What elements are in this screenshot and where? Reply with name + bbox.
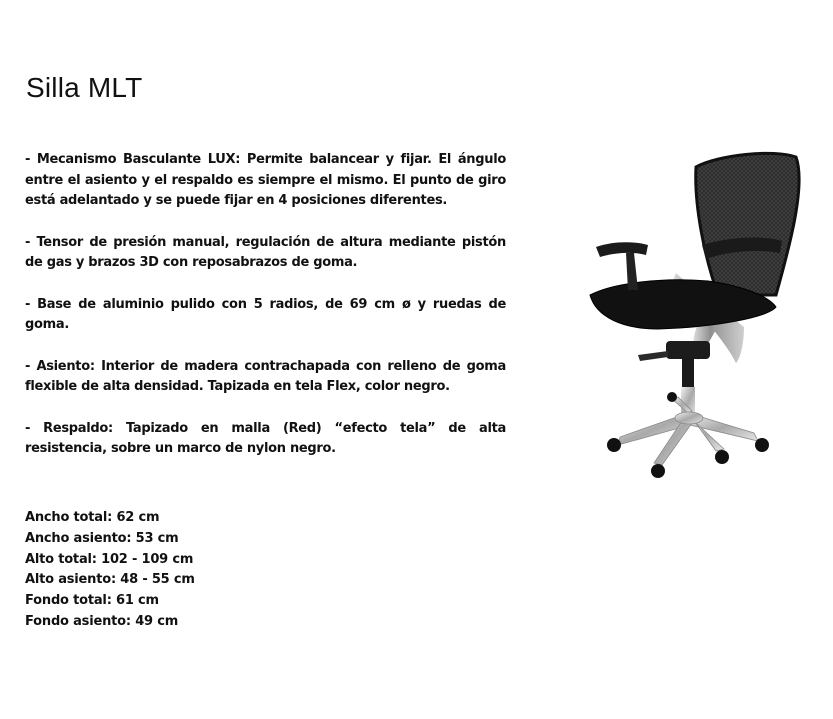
feature-seat: - Asiento: Interior de madera contrachapada con relleno de goma flexible de alta densidad. Tapizada en tela Flex, color negro. xyxy=(25,358,506,394)
feature-list xyxy=(25,150,506,481)
chair-image xyxy=(568,145,824,520)
feature-base: - Base de aluminio pulido con 5 radios, de 69 cm ø y ruedas de goma. xyxy=(25,296,506,332)
feature-mechanism: - Mecanismo Basculante LUX: Permite balancear y fijar. El ángulo entre el asiento y el respaldo es siempre el mismo. El punto de giro está adelantado y se puede fijar en 4 posiciones diferentes. xyxy=(25,152,506,208)
base-star xyxy=(618,397,758,465)
spec-total-width: Ancho total: 62 cm xyxy=(25,510,160,525)
mechanism xyxy=(666,341,710,359)
spec-seat-width: Ancho asiento: 53 cm xyxy=(25,530,179,546)
page-title: Silla MLT xyxy=(26,72,143,103)
spec-seat-depth: Fondo asiento: 49 cm xyxy=(25,613,179,629)
backrest xyxy=(696,153,799,295)
feature-backrest: - Respaldo: Tapizado en malla (Red) “efecto tela” de alta resistencia, sobre un marco de nylon negro. xyxy=(25,420,506,456)
spec-total-depth: Fondo total: 61 cm xyxy=(25,593,159,609)
armrest xyxy=(596,242,648,257)
dimensions-list xyxy=(25,508,195,633)
office-chair-illustration xyxy=(568,145,824,520)
spec-total-height: Alto total: 102 - 109 cm xyxy=(25,551,194,567)
feature-tensor: - Tensor de presión manual, regulación de altura mediante pistón de gas y brazos 3D con reposabrazos de goma. xyxy=(25,234,506,270)
spec-seat-height: Alto asiento: 48 - 55 cm xyxy=(25,572,195,588)
gas-piston xyxy=(682,357,694,389)
